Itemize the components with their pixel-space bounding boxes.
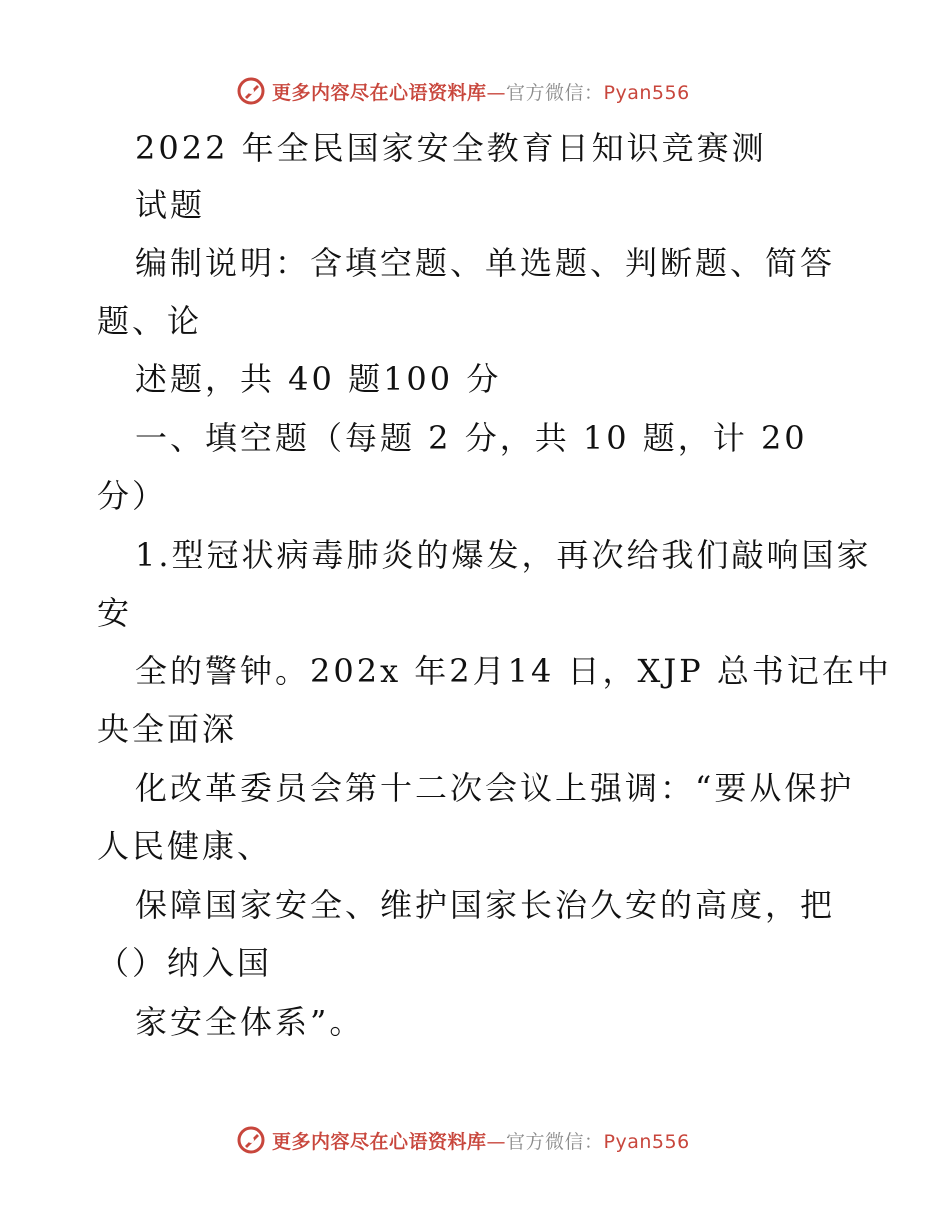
header-watermark xyxy=(236,75,690,107)
quill-circle-icon xyxy=(236,76,266,106)
doc-title-line-1: 2022 年全民国家安全教育日知识竞赛测 xyxy=(135,129,767,167)
watermark-dash: — xyxy=(486,81,507,104)
question-line: 化改革委员会第十二次会议上强调：“要从保护 xyxy=(135,769,855,807)
section-heading-line: 一、填空题（每题 2 分，共 10 题，计 20 xyxy=(135,419,808,457)
watermark-wechat-id: Pyan556 xyxy=(603,1130,690,1153)
question-line: 人民健康、 xyxy=(97,827,273,865)
doc-title-line-2: 试题 xyxy=(135,186,206,224)
question-line: 1.型冠状病毒肺炎的爆发，再次给我们敲响国家 xyxy=(135,536,872,574)
quill-circle-icon xyxy=(236,1125,266,1155)
question-line: 家安全体系”。 xyxy=(135,1003,365,1041)
watermark-wechat-id: Pyan556 xyxy=(603,81,690,104)
question-line: （）纳入国 xyxy=(97,944,273,982)
watermark-wechat-label: 官方微信： xyxy=(506,81,604,104)
watermark-brand: 更多内容尽在心语资料库 xyxy=(272,1130,487,1153)
footer-watermark xyxy=(236,1124,690,1156)
watermark-dash: — xyxy=(486,1130,507,1153)
question-line: 保障国家安全、维护国家长治久安的高度，把 xyxy=(135,886,836,924)
question-line: 全的警钟。202x 年2月14 日，XJP 总书记在中 xyxy=(135,652,892,690)
question-line: 央全面深 xyxy=(97,710,238,748)
doc-paragraph-line: 编制说明：含填空题、单选题、判断题、简答 xyxy=(135,244,836,282)
doc-paragraph-line: 题、论 xyxy=(97,302,203,340)
watermark-text xyxy=(272,78,690,105)
watermark-text xyxy=(272,1127,690,1154)
watermark-brand: 更多内容尽在心语资料库 xyxy=(272,81,487,104)
doc-paragraph-line: 述题，共 40 题100 分 xyxy=(135,360,502,398)
section-heading-line: 分） xyxy=(97,477,168,515)
question-line: 安 xyxy=(97,594,133,632)
watermark-wechat-label: 官方微信： xyxy=(506,1130,604,1153)
